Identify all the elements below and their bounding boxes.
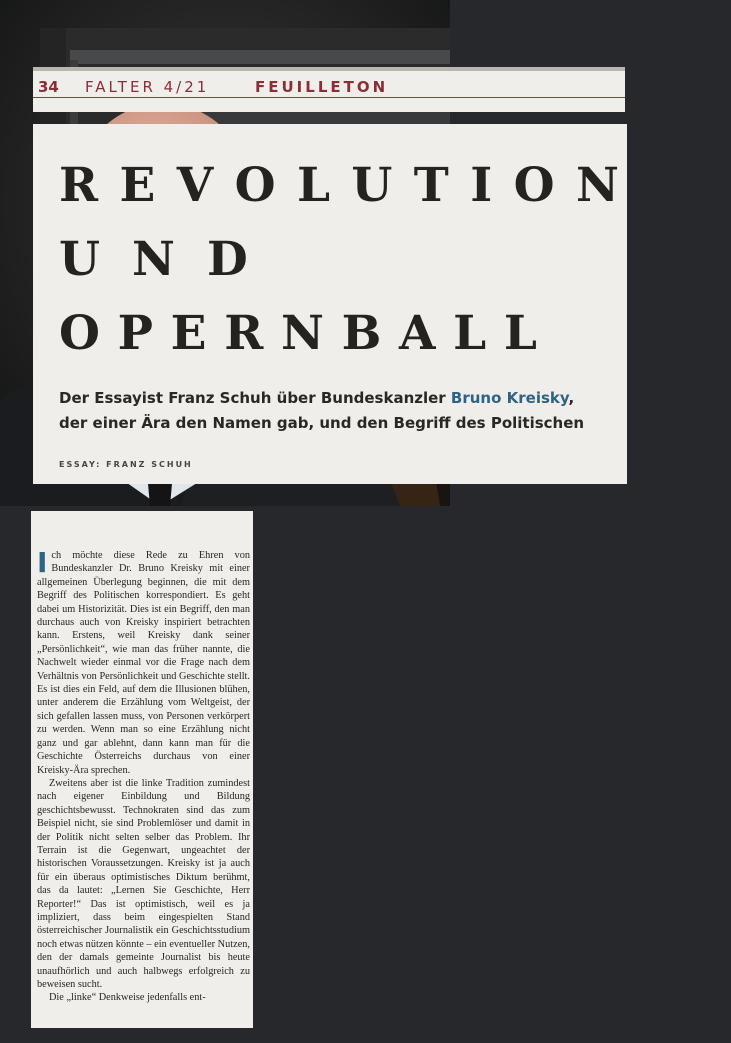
headline-letter: L <box>503 306 537 361</box>
title-panel <box>33 124 627 484</box>
page-number: 34 <box>38 78 59 96</box>
headline-letter: U <box>59 232 100 287</box>
header-strip <box>33 67 625 112</box>
header-top-rule <box>33 67 625 71</box>
article-column <box>31 511 253 1028</box>
headline-letter: V <box>176 158 214 213</box>
section-label: FEUILLETON <box>255 78 389 96</box>
headline-letter: R <box>59 158 99 213</box>
issue-label: FALTER 4/21 <box>85 78 210 96</box>
headline-line-3 <box>59 306 537 362</box>
subtitle <box>59 386 619 436</box>
headline-letter: R <box>224 306 264 361</box>
headline-letter: D <box>206 232 248 287</box>
headline-letter: I <box>470 158 493 213</box>
dropcap: I <box>37 546 48 579</box>
subtitle-part-2: , <box>568 389 575 407</box>
byline: ESSAY: FRANZ SCHUH <box>59 460 193 469</box>
headline-line-1 <box>59 158 619 214</box>
headline-letter: L <box>453 306 487 361</box>
headline-letter: A <box>399 306 436 361</box>
header-bottom-rule <box>33 97 625 98</box>
headline-letter: L <box>296 158 330 213</box>
headline-letter: P <box>117 306 153 361</box>
subtitle-name: Bruno Kreisky <box>450 389 569 407</box>
headline-letter: O <box>513 158 555 213</box>
article-body <box>37 546 250 1005</box>
paragraph-1-text: ch möchte diese Rede zu Ehren von Bundeskanzler Dr. Bruno Kreisky mit einer allgemeinen Überlegung beginnen, die mit dem Begriff des Politischen korrespondiert. Es geht dabei um Historizität. Dies ist ein Begriff, den man durchaus auch von Kreisky inspiriert betrachten kann. Erstens, weil Kreisky dank seiner „Persönlichkeit“, wie man das früher nannte, die Nachwelt wieder einmal vor die Frage nach dem Verhältnis von Persönlichkeit und Geschichte stellt. Es ist dies ein Feld, auf dem die Illusionen blühen, unter anderem die Erzählung vom Weltgeist, der sich gefallen lassen muss, von Personen verkörpert zu werden. Wenn man so eine Erzählung nicht ganz und gar ablehnt, dann kann man für die Geschichte Österreichs durchaus von einer Kreisky-Ära sprechen. <box>37 550 250 776</box>
article-paragraph-1 <box>37 546 250 777</box>
article-paragraph-2: Zweitens aber ist die linke Tradition zumindest nach eigener Einbildung und Bildung geschichtsbewusst. Technokraten sind das zum Beispiel nicht, sie sind Problemlöser und damit in der Politik nicht selten selber das Problem. Ihr Terrain ist die Gegenwart, ungeachtet der historischen Voraussetzungen. Kreisky ist ja auch für ein überaus optimistisches Diktum berühmt, das da lautet: „Lernen Sie Geschichte, Herr Reporter!“ Das ist optimistisch, weil es ja impliziert, dass beim eingespielten Stand österreichischer Journalistik ein Geschichtsstudium noch etwas nützen könnte – ein eventueller Nutzen, den der damals gemeinte Journalist bis heute unaufhörlich und auch halbwegs erfolgreich zu beweisen sucht. <box>37 777 250 990</box>
headline-letter: B <box>341 306 382 361</box>
headline-letter: O <box>59 306 100 361</box>
headline-letter: N <box>280 306 324 361</box>
headline-letter: E <box>170 306 207 361</box>
headline-letter: O <box>234 158 276 213</box>
headline-letter: T <box>413 158 449 213</box>
headline-letter: N <box>132 232 175 287</box>
subtitle-line-2: der einer Ära den Namen gab, und den Begriff des Politischen <box>59 414 585 432</box>
headline-line-2 <box>59 232 619 288</box>
headline-letter: N <box>575 158 619 213</box>
subtitle-part-1: Der Essayist Franz Schuh über Bundeskanzler <box>59 389 451 407</box>
article-paragraph-3: Die „linke“ Denkweise jedenfalls ent- <box>49 992 206 1004</box>
headline-letter: U <box>351 158 393 213</box>
headline-letter: E <box>119 158 156 213</box>
